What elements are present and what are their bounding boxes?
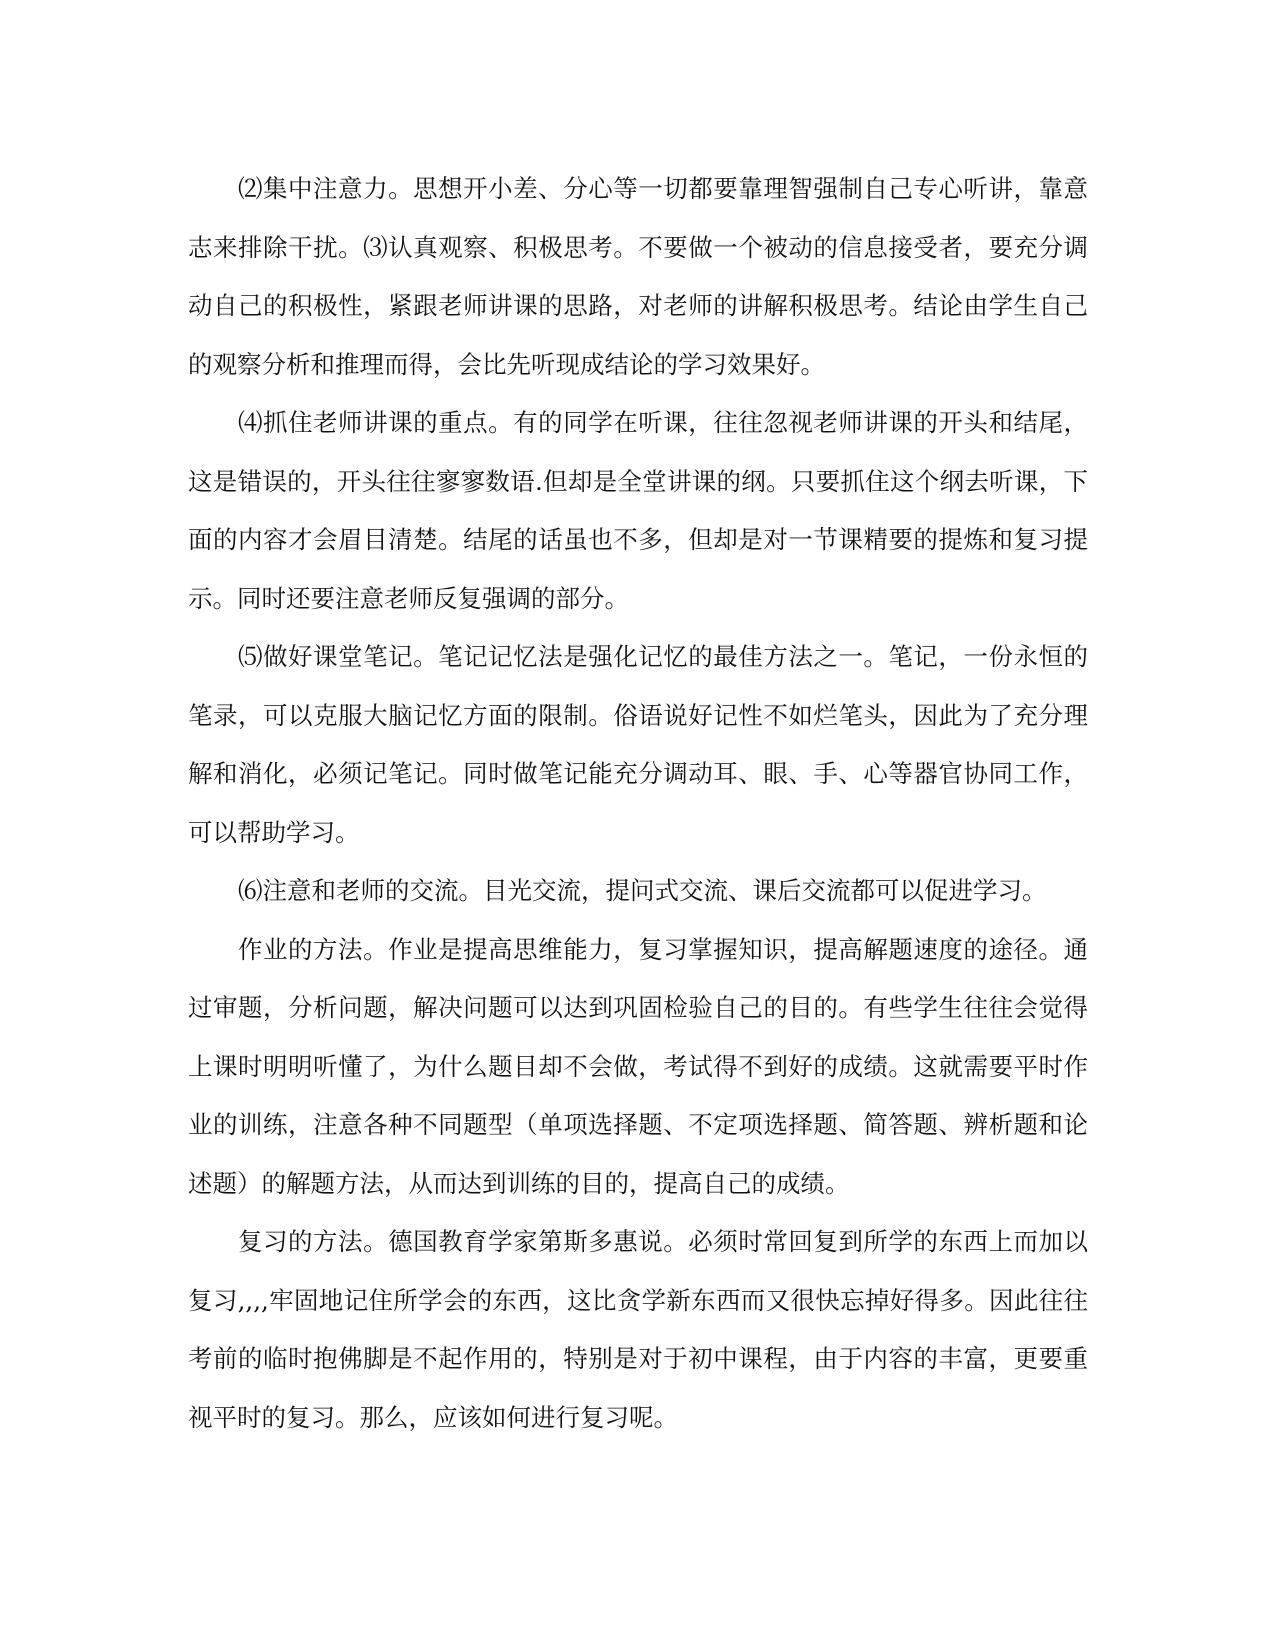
paragraph-concentrate: ⑵集中注意力。思想开小差、分心等一切都要靠理智强制自己专心听讲，靠意志来排除干扰。⑶认真观察、积极思考。不要做一个被动的信息接受者，要充分调动自己的积极性，紧跟老师讲课的思路，对老师的讲解积极思考。结论由学生自己的观察分析和推理而得，会比先听现成结论的学习效果好。 [188, 174, 1088, 379]
paragraph-review-method: 复习的方法。德国教育学家第斯多惠说。必须时常回复到所学的东西上而加以复习,,,,牢固地记住所学会的东西，这比贪学新东西而又很快忘掉好得多。因此往往考前的临时抱佛脚是不起作用的，特别是对于初中课程，由于内容的丰富，更要重视平时的复习。那么，应该如何进行复习呢。 [188, 1227, 1088, 1432]
paragraph-class-notes: ⑸做好课堂笔记。笔记记忆法是强化记忆的最佳方法之一。笔记，一份永恒的笔录，可以克服大脑记忆方面的限制。俗语说好记性不如烂笔头，因此为了充分理解和消化，必须记笔记。同时做笔记能充分调动耳、眼、手、心等器官协同工作，可以帮助学习。 [188, 642, 1088, 847]
paragraph-homework-method: 作业的方法。作业是提高思维能力，复习掌握知识，提高解题速度的途径。通过审题，分析问题，解决问题可以达到巩固检验自己的目的。有些学生往往会觉得上课时明明听懂了，为什么题目却不会做，考试得不到好的成绩。这就需要平时作业的训练，注意各种不同题型（单项选择题、不定项选择题、简答题、辨析题和论述题）的解题方法，从而达到训练的目的，提高自己的成绩。 [188, 934, 1088, 1198]
paragraph-key-points: ⑷抓住老师讲课的重点。有的同学在听课，往往忽视老师讲课的开头和结尾，这是错误的，开头往往寥寥数语.但却是全堂讲课的纲。只要抓住这个纲去听课，下面的内容才会眉目清楚。结尾的话虽也不多，但却是对一节课精要的提炼和复习提示。同时还要注意老师反复强调的部分。 [188, 408, 1088, 613]
document-body [188, 160, 1088, 1447]
paragraph-teacher-communication: ⑹注意和老师的交流。目光交流，提问式交流、课后交流都可以促进学习。 [238, 876, 1047, 905]
